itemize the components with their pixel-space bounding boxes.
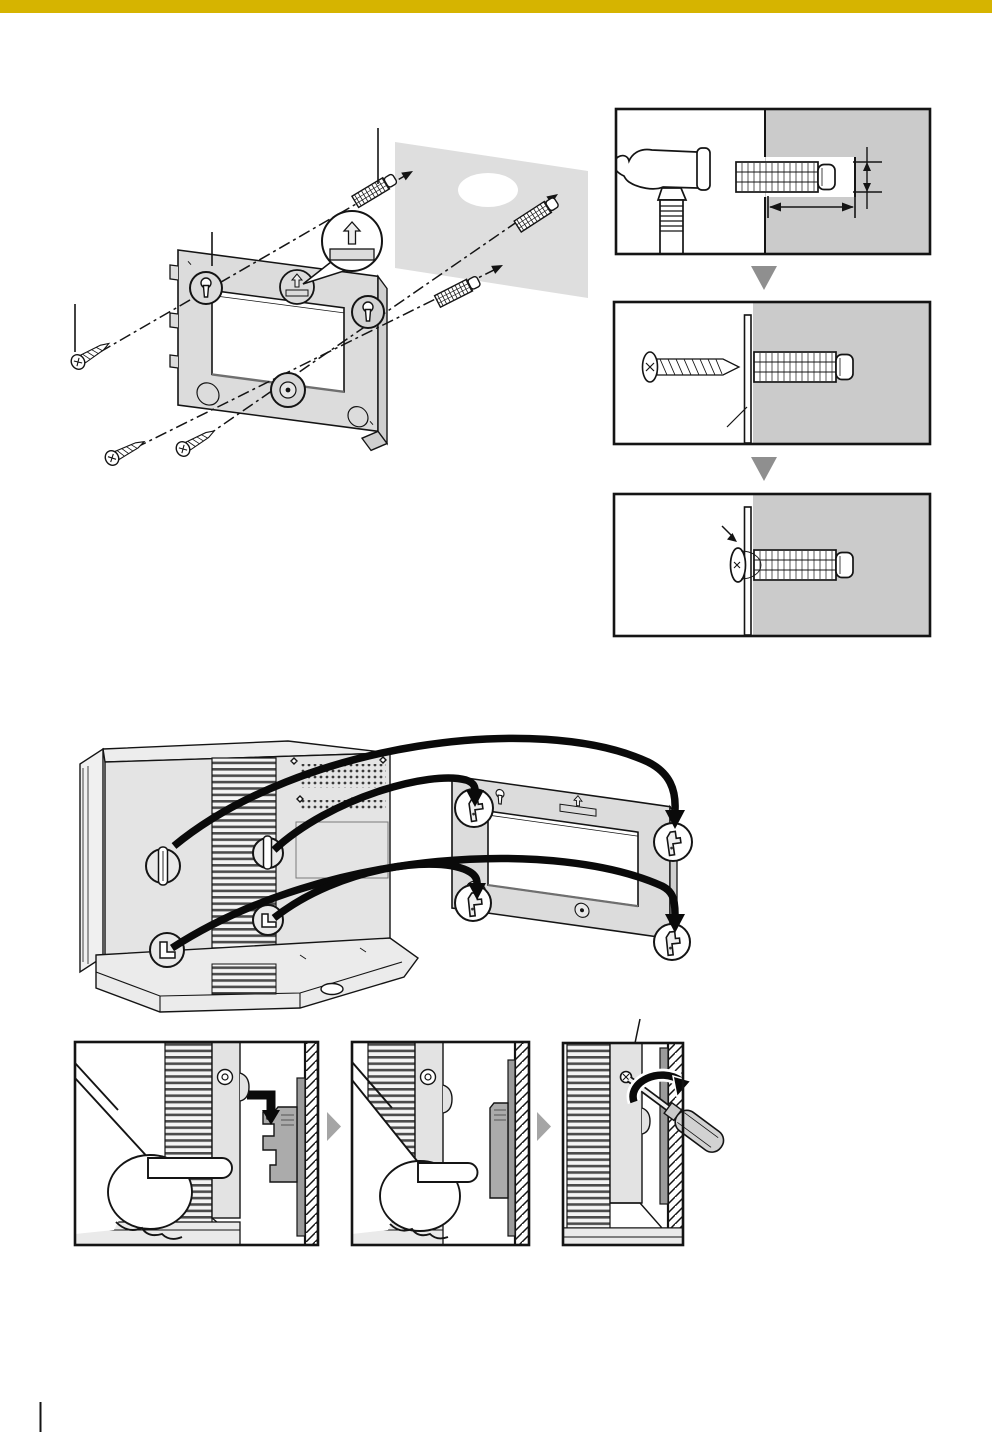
figure-attach-steps: [75, 1042, 728, 1245]
down-step-triangle: [751, 457, 777, 481]
step-position-cabinet: [75, 1042, 318, 1245]
bracket-bar: [508, 1060, 515, 1236]
step-screw-flush: [614, 494, 930, 636]
step-hook-cabinet: [352, 1042, 529, 1245]
step-hammer-anchor: [614, 109, 930, 254]
wall: [395, 142, 588, 298]
bracket-plate: [745, 315, 752, 443]
bracket-bar: [297, 1078, 305, 1236]
figure-cabinet-hooking: [80, 738, 692, 1072]
vent-slats: [567, 1043, 610, 1245]
figure-anchor-steps: [614, 109, 930, 636]
hatched-wall: [305, 1042, 318, 1245]
step-tighten-screw: [563, 1043, 728, 1245]
screw-icon: [643, 352, 740, 382]
figure-wall-template: [69, 128, 588, 468]
next-step-triangle: [537, 1112, 551, 1141]
hatched-wall: [515, 1042, 529, 1245]
down-step-triangle: [751, 266, 777, 290]
wall-hole: [458, 173, 518, 207]
bracket-hook-piece: [490, 1103, 508, 1198]
hammer-icon: [614, 148, 710, 254]
step-screw-anchor: [614, 302, 930, 444]
next-step-triangle: [327, 1112, 341, 1141]
